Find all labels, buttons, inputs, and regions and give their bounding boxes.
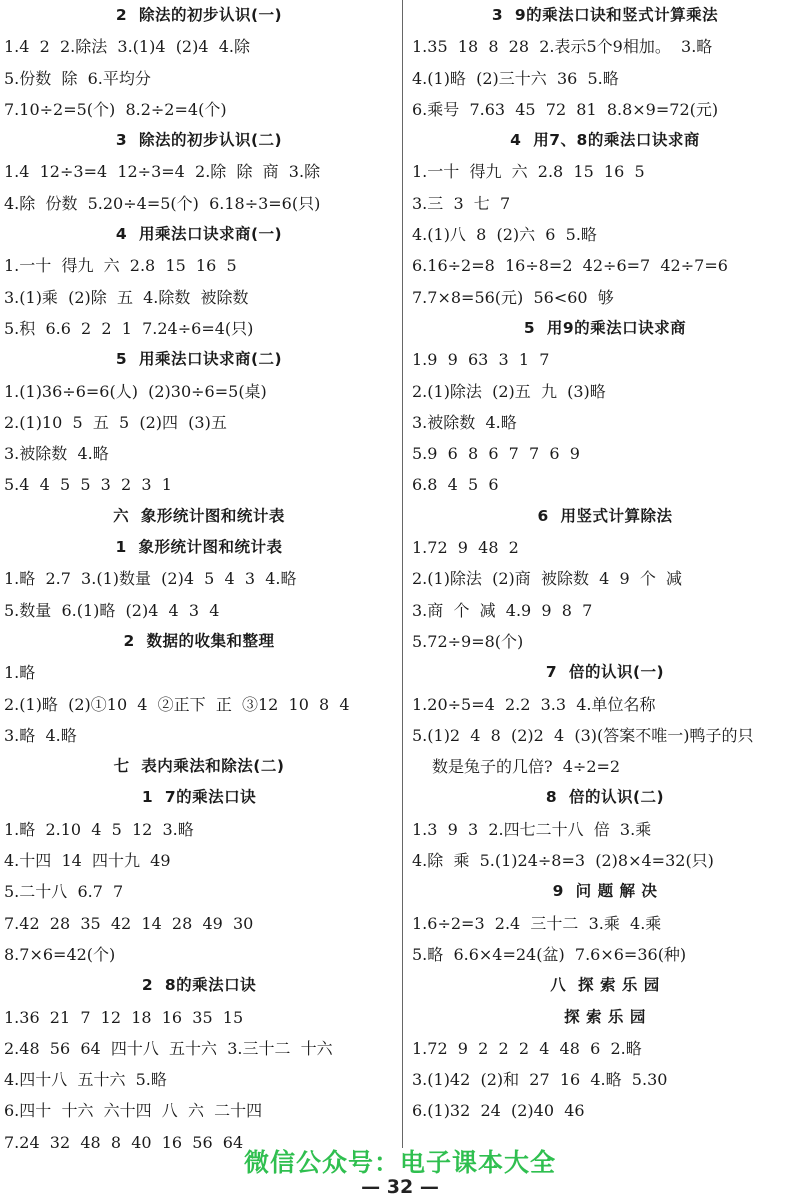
answer-line: 1.略 2.7 3.(1)数量 (2)4 5 4 3 4.略 <box>4 569 297 589</box>
answer-line: 5.4 4 5 5 3 2 3 1 <box>4 475 172 495</box>
answer-line: 5.积 6.6 2 2 1 7.24÷6=4(只) <box>4 318 254 338</box>
answer-line: 1.36 21 7 12 18 16 35 15 <box>4 1007 244 1027</box>
section-heading: 5 用9的乘法口诀求商 <box>523 318 687 337</box>
answer-line: 2.(1)除法 (2)商 被除数 4 9 个 减 <box>412 569 682 589</box>
section-heading: 3 9的乘法口诀和竖式计算乘法 <box>491 6 719 24</box>
section-heading: 4 用7、8的乘法口诀求商 <box>510 131 700 150</box>
answer-line: 3.被除数 4.略 <box>412 412 517 432</box>
section-heading: 9 问 题 解 决 <box>552 882 658 901</box>
answer-line: 1.(1)36÷6=6(人) (2)30÷6=5(桌) <box>4 381 267 401</box>
section-heading: 7 倍的认识(一) <box>545 663 665 682</box>
answer-line: 2.(1)10 5 五 5 (2)四 (3)五 <box>4 412 227 432</box>
answer-line: 8.7×6=42(个) <box>4 944 116 964</box>
answer-line: 6.8 4 5 6 <box>412 475 499 495</box>
right-column <box>410 0 800 1127</box>
section-heading: 4 用乘法口诀求商(一) <box>115 225 283 244</box>
section-heading: 2 除法的初步认识(一) <box>115 6 283 24</box>
section-heading: 6 用竖式计算除法 <box>537 506 673 525</box>
answer-line: 7.7×8=56(元) 56<60 够 <box>412 287 614 307</box>
answer-line: 1.20÷5=4 2.2 3.3 4.单位名称 <box>412 694 656 714</box>
answer-line: 5.(1)2 4 8 (2)2 4 (3)(答案不唯一)鸭子的只 <box>412 725 754 745</box>
answer-line: 3.商 个 减 4.9 9 8 7 <box>412 600 593 620</box>
answer-line: 5.略 6.6×4=24(盆) 7.6×6=36(种) <box>412 944 687 964</box>
section-heading: 2 8的乘法口诀 <box>141 976 257 995</box>
answer-line: 3.三 3 七 7 <box>412 193 511 213</box>
answer-line: 1.72 9 48 2 <box>412 538 519 558</box>
answer-line: 5.份数 除 6.平均分 <box>4 68 151 88</box>
section-heading: 5 用乘法口诀求商(二) <box>115 350 283 369</box>
answer-line: 1.72 9 2 2 2 4 48 6 2.略 <box>412 1038 642 1058</box>
section-heading: 六 象形统计图和统计表 <box>113 506 285 525</box>
answer-line: 3.(1)42 (2)和 27 16 4.略 5.30 <box>412 1070 668 1090</box>
answer-line: 1.一十 得九 六 2.8 15 16 5 <box>4 256 237 276</box>
answer-line: 2.(1)略 (2)①10 4 ②正下 正 ③12 10 8 4 <box>4 694 350 714</box>
answer-line: 4.十四 14 四十九 49 <box>4 851 171 871</box>
answer-line: 1.3 9 3 2.四七二十八 倍 3.乘 <box>412 819 652 839</box>
answer-line: 7.42 28 35 42 14 28 49 30 <box>4 913 254 933</box>
answer-line: 1.一十 得九 六 2.8 15 16 5 <box>412 162 645 182</box>
section-heading: 3 除法的初步认识(二) <box>115 131 283 150</box>
answer-line: 1.略 2.10 4 5 12 3.略 <box>4 819 194 839</box>
answer-line: 3.略 4.略 <box>4 725 77 745</box>
section-heading: 八 探 索 乐 园 <box>550 976 660 995</box>
answer-line: 6.四十 十六 六十四 八 六 二十四 <box>4 1101 263 1121</box>
answer-line: 4.除 乘 5.(1)24÷8=3 (2)8×4=32(只) <box>412 851 714 871</box>
watermark: 微信公众号：电子课本大全 <box>243 1148 556 1177</box>
answer-line: 6.乘号 7.63 45 72 81 8.8×9=72(元) <box>412 99 719 119</box>
answer-line: 5.72÷9=8(个) <box>412 631 524 651</box>
answer-line: 1.4 12÷3=4 12÷3=4 2.除 除 商 3.除 <box>4 162 321 182</box>
answer-line: 2.48 56 64 四十八 五十六 3.三十二 十六 <box>4 1038 333 1058</box>
answer-line: 6.(1)32 24 (2)40 46 <box>412 1101 585 1121</box>
answer-line: 5.二十八 6.7 7 <box>4 882 124 902</box>
section-heading: 七 表内乘法和除法(二) <box>113 757 285 776</box>
answer-line: 7.24 32 48 8 40 16 56 64 <box>4 1132 244 1152</box>
answer-line: 3.(1)乘 (2)除 五 4.除数 被除数 <box>4 287 249 307</box>
answer-line: 数是兔子的几倍? 4÷2=2 <box>432 757 621 777</box>
answer-line: 5.数量 6.(1)略 (2)4 4 3 4 <box>4 600 220 620</box>
answer-line: 1.9 9 63 3 1 7 <box>412 350 550 370</box>
page-number: — 32 — <box>361 1176 439 1198</box>
answer-line: 4.(1)八 8 (2)六 6 5.略 <box>412 225 597 245</box>
section-heading: 2 数据的收集和整理 <box>123 631 275 650</box>
answer-line: 3.被除数 4.略 <box>4 444 109 464</box>
section-heading: 8 倍的认识(二) <box>545 788 665 807</box>
answer-line: 2.(1)除法 (2)五 九 (3)略 <box>412 381 606 401</box>
answer-line: 1.略 <box>4 663 36 683</box>
section-heading: 1 7的乘法口诀 <box>141 788 257 807</box>
section-heading: 1 象形统计图和统计表 <box>115 538 283 557</box>
answer-line: 7.10÷2=5(个) 8.2÷2=4(个) <box>4 99 227 119</box>
answer-line: 4.(1)略 (2)三十六 36 5.略 <box>412 68 619 88</box>
answer-line: 4.除 份数 5.20÷4=5(个) 6.18÷3=6(只) <box>4 193 321 213</box>
section-heading: 探 索 乐 园 <box>564 1007 646 1026</box>
answer-line: 6.16÷2=8 16÷8=2 42÷6=7 42÷7=6 <box>412 256 728 276</box>
answer-line: 1.35 18 8 28 2.表示5个9相加。 3.略 <box>412 37 713 57</box>
answer-line: 1.4 2 2.除法 3.(1)4 (2)4 4.除 <box>4 37 250 57</box>
left-column <box>0 0 398 1158</box>
answer-line: 5.9 6 8 6 7 7 6 9 <box>412 444 580 464</box>
column-divider <box>402 0 403 1148</box>
answer-line: 4.四十八 五十六 5.略 <box>4 1070 167 1090</box>
answer-line: 1.6÷2=3 2.4 三十二 3.乘 4.乘 <box>412 913 662 933</box>
